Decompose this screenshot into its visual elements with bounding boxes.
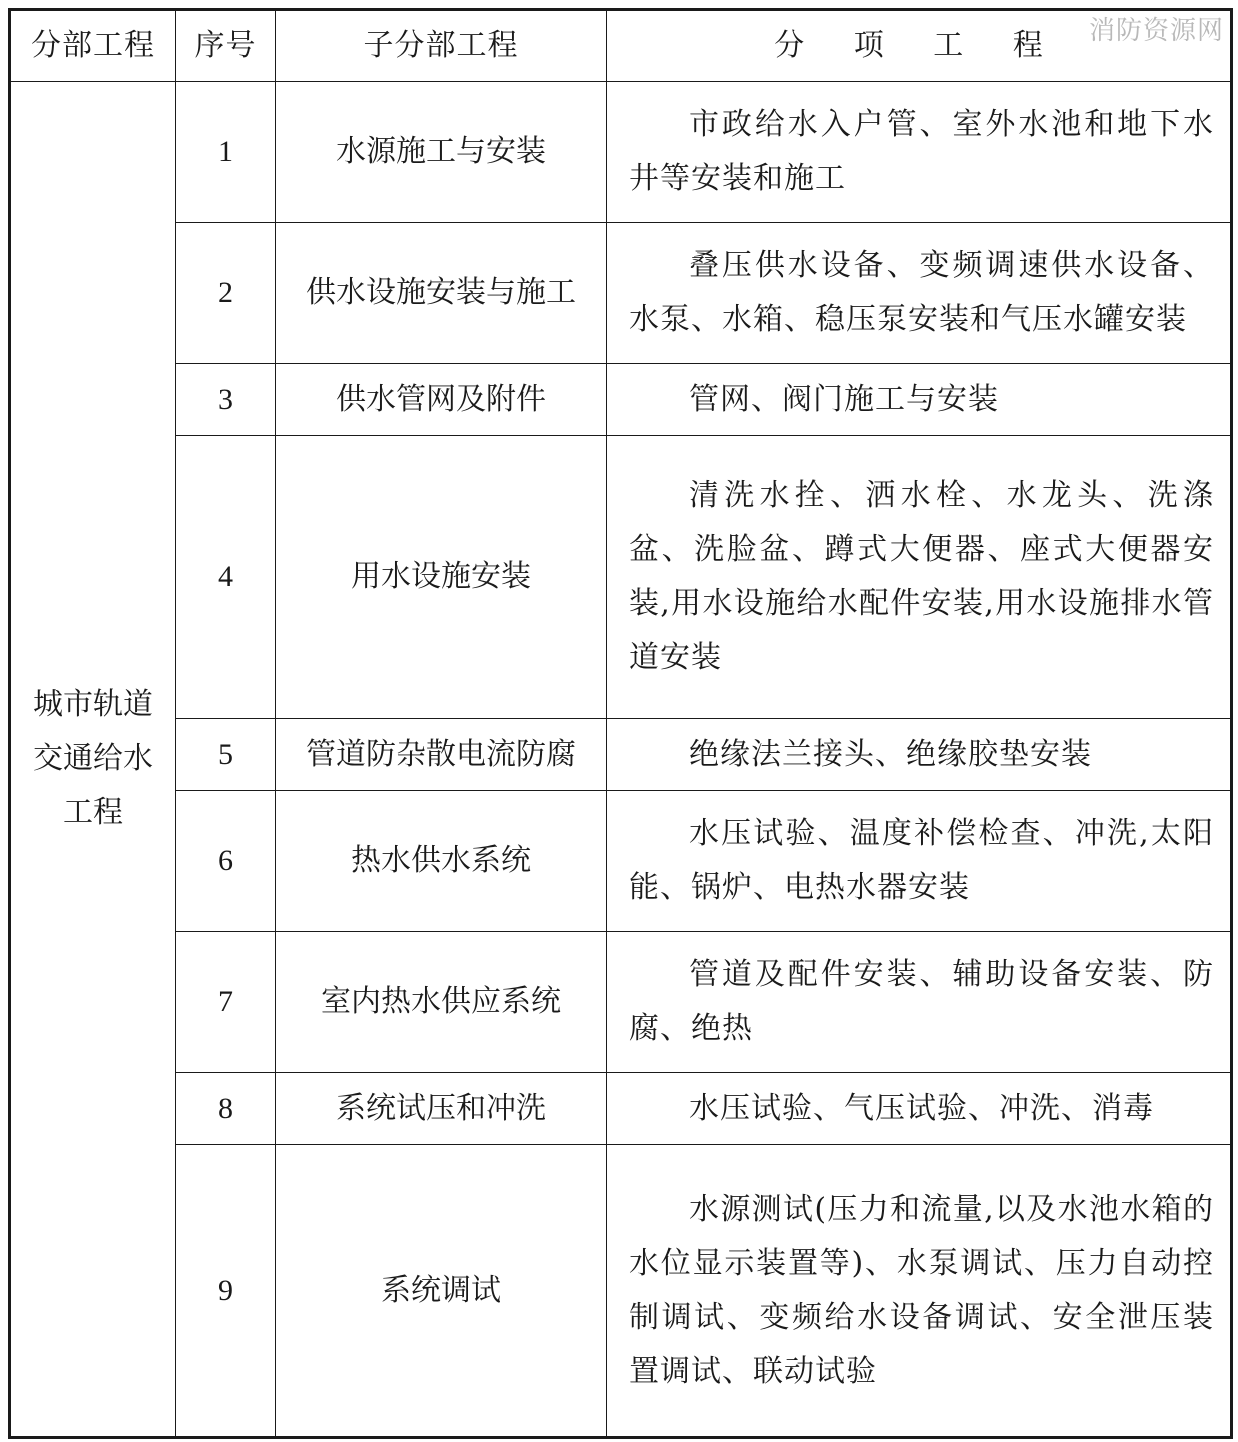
sub-division-name: 系统试压和冲洗 [276, 1073, 607, 1145]
header-row [10, 10, 1232, 82]
engineering-division-table [8, 8, 1233, 1439]
sub-items-text: 水压试验、气压试验、冲洗、消毒 [607, 1073, 1232, 1145]
table-row [10, 791, 1232, 932]
sub-division-name: 用水设施安装 [276, 436, 607, 719]
sub-items-text: 水源测试(压力和流量,以及水池水箱的水位显示装置等)、水泵调试、压力自动控制调试、变频给水设备调试、安全泄压装置调试、联动试验 [607, 1145, 1232, 1438]
sub-items-text: 清洗水拴、洒水栓、水龙头、洗涤盆、洗脸盆、蹲式大便器、座式大便器安装,用水设施给水配件安装,用水设施排水管道安装 [607, 436, 1232, 719]
table-row [10, 1145, 1232, 1438]
table-row [10, 364, 1232, 436]
sub-items-text: 管网、阀门施工与安装 [607, 364, 1232, 436]
row-number: 1 [176, 82, 276, 223]
sub-division-name: 室内热水供应系统 [276, 932, 607, 1073]
sub-division-name: 供水设施安装与施工 [276, 223, 607, 364]
division-line: 城市轨道 [33, 687, 153, 722]
row-number: 6 [176, 791, 276, 932]
table-row [10, 82, 1232, 223]
table-row [10, 223, 1232, 364]
row-number: 7 [176, 932, 276, 1073]
header-sub-division: 子分部工程 [276, 10, 607, 82]
sub-division-name: 供水管网及附件 [276, 364, 607, 436]
row-number: 8 [176, 1073, 276, 1145]
row-number: 9 [176, 1145, 276, 1438]
sub-items-text: 水压试验、温度补偿检查、冲洗,太阳能、锅炉、电热水器安装 [607, 791, 1232, 932]
division-line: 交通给水 [33, 741, 153, 776]
sub-division-name: 管道防杂散电流防腐 [276, 719, 607, 791]
sub-division-name: 热水供水系统 [276, 791, 607, 932]
row-number: 5 [176, 719, 276, 791]
sub-items-text: 市政给水入户管、室外水池和地下水井等安装和施工 [607, 82, 1232, 223]
sub-items-text: 绝缘法兰接头、绝缘胶垫安装 [607, 719, 1232, 791]
header-division: 分部工程 [10, 10, 176, 82]
table-row [10, 932, 1232, 1073]
row-number: 2 [176, 223, 276, 364]
sub-items-text: 管道及配件安装、辅助设备安装、防腐、绝热 [607, 932, 1232, 1073]
row-number: 4 [176, 436, 276, 719]
sub-items-text: 叠压供水设备、变频调速供水设备、水泵、水箱、稳压泵安装和气压水罐安装 [607, 223, 1232, 364]
header-number: 序号 [176, 10, 276, 82]
table-row [10, 436, 1232, 719]
division-cell [10, 82, 176, 1438]
row-number: 3 [176, 364, 276, 436]
sub-division-name: 水源施工与安装 [276, 82, 607, 223]
table-row [10, 1073, 1232, 1145]
header-sub-items: 分 项 工 程 [607, 10, 1232, 82]
table-row [10, 719, 1232, 791]
sub-division-name: 系统调试 [276, 1145, 607, 1438]
watermark-text: 消防资源网 [1088, 16, 1224, 46]
division-line: 工程 [63, 795, 123, 830]
